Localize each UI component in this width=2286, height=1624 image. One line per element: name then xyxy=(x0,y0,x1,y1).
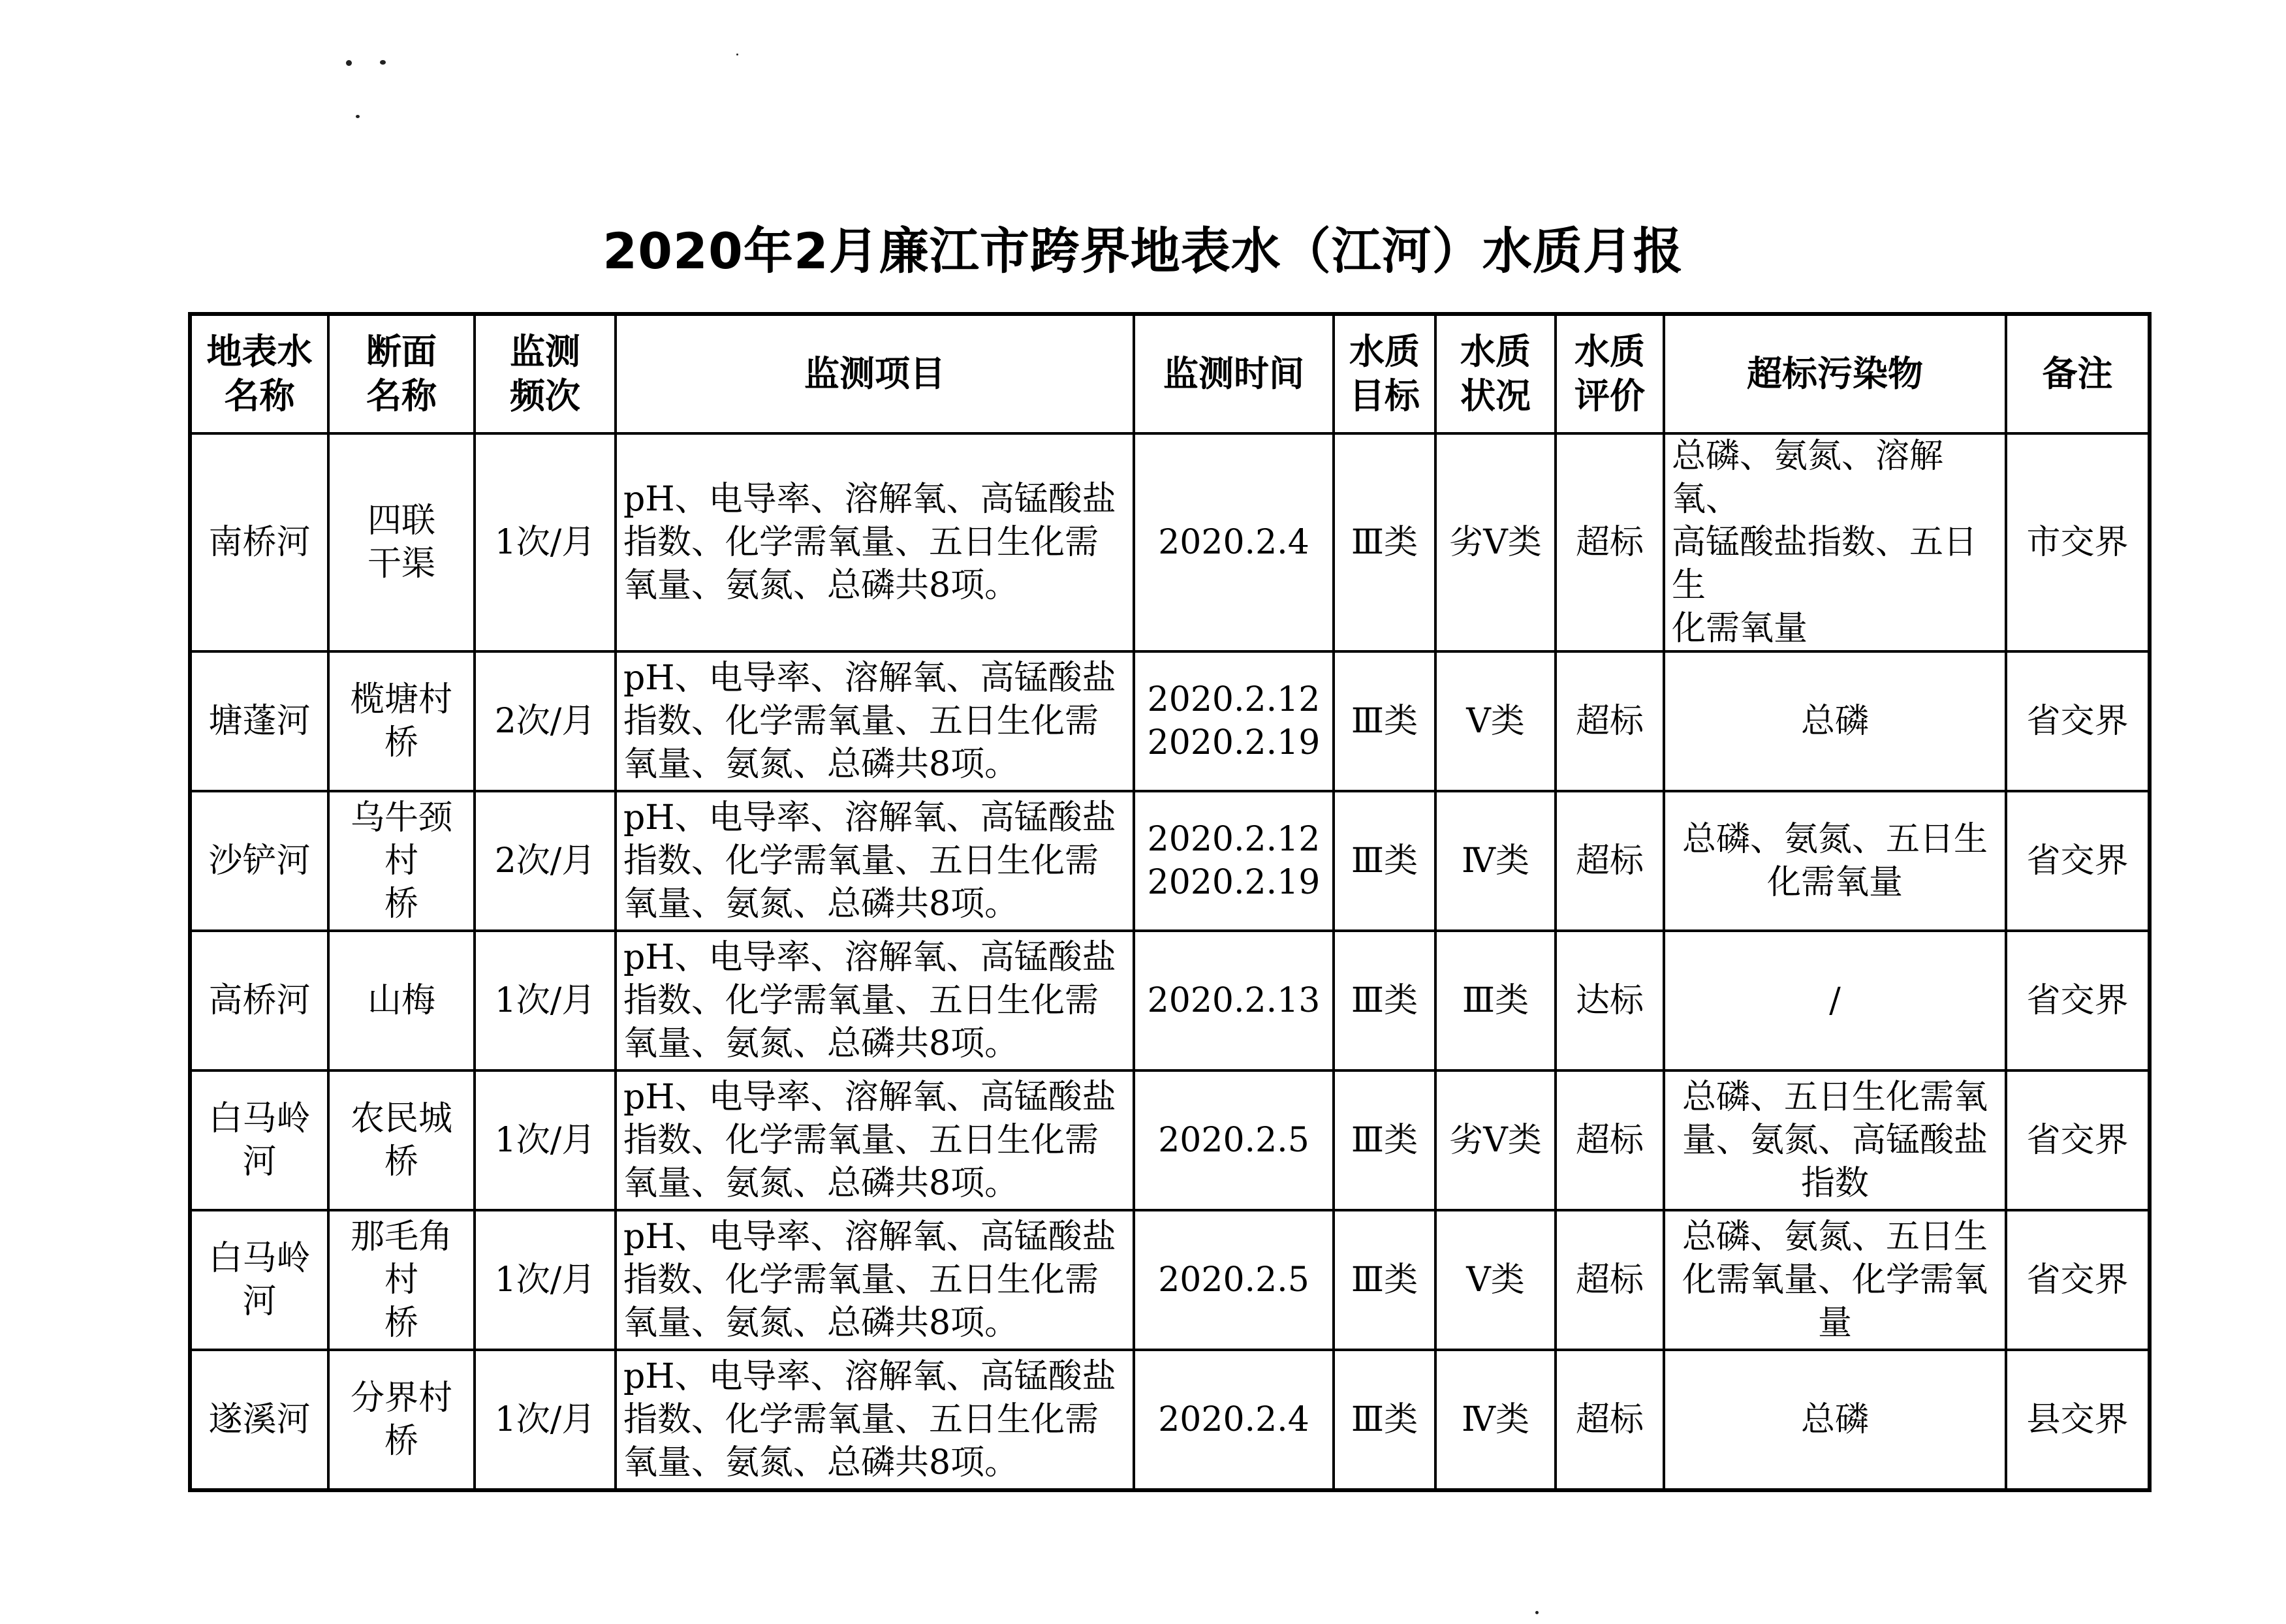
monitoring-items-cell xyxy=(616,1070,1134,1210)
scan-speck xyxy=(356,115,360,118)
river-name-header xyxy=(190,314,328,433)
note-cell-line: 县交界 xyxy=(2026,1400,2129,1439)
frequency-cell-line: 1次/月 xyxy=(494,1400,596,1439)
monitoring-items-cell-line: pH、电导率、溶解氧、高锰酸盐 xyxy=(623,659,1116,698)
section-name-cell-line: 那毛角村 xyxy=(350,1217,452,1300)
quality-status-cell xyxy=(1435,931,1556,1070)
pollutants-cell xyxy=(1664,931,2006,1070)
header-text: 状况 xyxy=(1460,375,1531,416)
quality-target-cell-line: Ⅲ类 xyxy=(1351,523,1418,562)
monitoring-date-cell-line: 2020.2.12 xyxy=(1147,680,1321,719)
monitoring-date-cell xyxy=(1134,651,1334,791)
monitoring-items-cell-line: 氧量、氨氮、总磷共8项。 xyxy=(623,1443,1019,1482)
monitoring-items-cell-line: 氧量、氨氮、总磷共8项。 xyxy=(623,745,1019,784)
quality-status-cell-line: Ⅴ类 xyxy=(1466,1260,1525,1300)
section-name-cell-line: 分界村桥 xyxy=(350,1379,452,1461)
monitoring-date-cell-line: 2020.2.12 xyxy=(1147,820,1321,859)
pollutants-cell-line: 化需氧量 xyxy=(1672,609,1808,648)
quality-status-cell xyxy=(1435,1070,1556,1210)
monitoring-items-cell xyxy=(616,651,1134,791)
frequency-cell-line: 1次/月 xyxy=(494,1121,596,1160)
quality-status-cell-line: Ⅲ类 xyxy=(1462,981,1529,1020)
pollutants-cell xyxy=(1664,1350,2006,1490)
frequency-cell xyxy=(475,1070,616,1210)
monitoring-items-cell-line: 指数、化学需氧量、五日生化需 xyxy=(623,702,1099,741)
pollutants-cell xyxy=(1664,433,2006,651)
quality-target-cell xyxy=(1334,433,1435,651)
section-name-cell-line: 桥 xyxy=(384,884,418,924)
monitoring-items-cell-line: 指数、化学需氧量、五日生化需 xyxy=(623,1400,1099,1439)
pollutants-cell-line: 化需氧量 xyxy=(1766,863,1903,902)
quality-evaluation-cell xyxy=(1556,931,1664,1070)
quality-evaluation-cell-line: 超标 xyxy=(1575,1121,1644,1160)
section-name-cell-line: 榄塘村桥 xyxy=(350,680,452,762)
monitoring-date-cell xyxy=(1134,1350,1334,1490)
river-name-cell-line: 白马岭 xyxy=(208,1239,311,1278)
frequency-cell xyxy=(475,1210,616,1350)
frequency-cell-line: 1次/月 xyxy=(494,523,596,562)
river-name-cell-line: 河 xyxy=(242,1282,277,1321)
note-cell xyxy=(2006,791,2150,931)
quality-status-cell xyxy=(1435,1210,1556,1350)
monitoring-items-cell-line: 指数、化学需氧量、五日生化需 xyxy=(623,981,1099,1020)
header-text: 超标污染物 xyxy=(1747,353,1923,394)
pollutants-cell xyxy=(1664,1070,2006,1210)
quality-evaluation-cell xyxy=(1556,433,1664,651)
monitoring-date-cell-line: 2020.2.13 xyxy=(1147,981,1321,1020)
monitoring-items-cell-line: 指数、化学需氧量、五日生化需 xyxy=(623,1121,1099,1160)
pollutants-cell-line: 量、氨氮、高锰酸盐 xyxy=(1682,1121,1988,1160)
section-name-cell-line: 农民城桥 xyxy=(350,1099,452,1181)
quality-evaluation-cell-line: 超标 xyxy=(1575,523,1644,562)
monitoring-items-cell-line: 氧量、氨氮、总磷共8项。 xyxy=(623,884,1019,924)
quality-target-cell-line: Ⅲ类 xyxy=(1351,1121,1418,1160)
header-text: 目标 xyxy=(1349,375,1420,416)
section-name-cell xyxy=(328,931,475,1070)
quality-evaluation-cell xyxy=(1556,1070,1664,1210)
monitoring-date-cell-line: 2020.2.19 xyxy=(1147,723,1321,762)
river-name-cell-line: 南桥河 xyxy=(208,523,311,562)
quality-status-cell-line: Ⅳ类 xyxy=(1462,1400,1529,1439)
quality-evaluation-cell xyxy=(1556,1210,1664,1350)
monitoring-items-cell xyxy=(616,1350,1134,1490)
section-name-cell xyxy=(328,651,475,791)
quality-evaluation-cell-line: 超标 xyxy=(1575,702,1644,741)
quality-target-cell xyxy=(1334,1070,1435,1210)
quality-target-cell xyxy=(1334,1350,1435,1490)
monitoring-items-cell-line: 指数、化学需氧量、五日生化需 xyxy=(623,1260,1099,1300)
section-name-cell-line: 乌牛颈村 xyxy=(350,798,452,881)
section-name-cell xyxy=(328,1070,475,1210)
quality-evaluation-cell-line: 达标 xyxy=(1575,981,1644,1020)
river-name-cell xyxy=(190,931,328,1070)
monitoring-items-cell xyxy=(616,791,1134,931)
table-row xyxy=(190,433,2150,651)
monitoring-items-cell xyxy=(616,931,1134,1070)
quality-evaluation-cell-line: 超标 xyxy=(1575,1400,1644,1439)
quality-target-cell xyxy=(1334,931,1435,1070)
note-cell xyxy=(2006,1350,2150,1490)
monitoring-date-cell xyxy=(1134,433,1334,651)
pollutants-cell-line: 高锰酸盐指数、五日生 xyxy=(1672,523,1978,605)
monitoring-date-cell xyxy=(1134,1070,1334,1210)
quality-target-cell-line: Ⅲ类 xyxy=(1351,1260,1418,1300)
date-header xyxy=(1134,314,1334,433)
monitoring-date-cell xyxy=(1134,1210,1334,1350)
scan-speck xyxy=(1535,1611,1539,1614)
header-text: 水质 xyxy=(1460,331,1531,372)
pollutants-cell xyxy=(1664,1210,2006,1350)
header-text: 名称 xyxy=(224,375,295,416)
monitoring-items-cell-line: pH、电导率、溶解氧、高锰酸盐 xyxy=(623,1078,1116,1117)
river-name-cell xyxy=(190,1070,328,1210)
quality-evaluation-cell-line: 超标 xyxy=(1575,841,1644,881)
monitoring-items-cell-line: 氧量、氨氮、总磷共8项。 xyxy=(623,1024,1019,1063)
river-name-cell xyxy=(190,791,328,931)
frequency-header xyxy=(475,314,616,433)
header-text: 监测 xyxy=(510,331,580,372)
river-name-cell-line: 高桥河 xyxy=(208,981,311,1020)
header-text: 频次 xyxy=(510,375,580,416)
monitoring-date-cell-line: 2020.2.19 xyxy=(1147,863,1321,902)
note-cell xyxy=(2006,1210,2150,1350)
frequency-cell-line: 1次/月 xyxy=(494,1260,596,1300)
river-name-cell-line: 白马岭 xyxy=(208,1099,311,1138)
status-header xyxy=(1435,314,1556,433)
table-row xyxy=(190,651,2150,791)
quality-status-cell-line: 劣Ⅴ类 xyxy=(1449,523,1542,562)
monitoring-items-cell-line: pH、电导率、溶解氧、高锰酸盐 xyxy=(623,1217,1116,1257)
monitoring-date-cell xyxy=(1134,931,1334,1070)
note-cell-line: 省交界 xyxy=(2026,1260,2129,1300)
scan-speck xyxy=(346,60,352,66)
frequency-cell xyxy=(475,651,616,791)
section-name-cell-line: 桥 xyxy=(384,1304,418,1343)
header-row xyxy=(190,314,2150,433)
note-cell xyxy=(2006,931,2150,1070)
river-name-cell xyxy=(190,1210,328,1350)
frequency-cell xyxy=(475,1350,616,1490)
items-header xyxy=(616,314,1134,433)
page-title: 2020年2月廉江市跨界地表水（江河）水质月报 xyxy=(603,222,1683,280)
note-header xyxy=(2006,314,2150,433)
quality-target-cell-line: Ⅲ类 xyxy=(1351,841,1418,881)
quality-evaluation-cell xyxy=(1556,791,1664,931)
river-name-cell xyxy=(190,651,328,791)
monitoring-items-cell-line: pH、电导率、溶解氧、高锰酸盐 xyxy=(623,1357,1116,1396)
table-body xyxy=(190,433,2150,1490)
quality-status-cell-line: Ⅳ类 xyxy=(1462,841,1529,881)
section-name-cell xyxy=(328,1210,475,1350)
monitoring-items-cell-line: pH、电导率、溶解氧、高锰酸盐 xyxy=(623,480,1116,519)
pollutants-cell-line: / xyxy=(1829,981,1841,1020)
quality-status-cell xyxy=(1435,651,1556,791)
section-name-cell-line: 四联 xyxy=(367,501,435,540)
note-cell-line: 省交界 xyxy=(2026,702,2129,741)
header-text: 水质 xyxy=(1349,331,1420,372)
river-name-cell xyxy=(190,1350,328,1490)
note-cell-line: 省交界 xyxy=(2026,1121,2129,1160)
quality-status-cell xyxy=(1435,433,1556,651)
pollutants-cell xyxy=(1664,791,2006,931)
pollutants-cell-line: 总磷、五日生化需氧 xyxy=(1682,1078,1988,1117)
quality-target-cell xyxy=(1334,651,1435,791)
quality-status-cell xyxy=(1435,791,1556,931)
quality-status-cell-line: 劣Ⅴ类 xyxy=(1449,1121,1542,1160)
water-quality-table xyxy=(188,312,2152,1492)
section-name-header xyxy=(328,314,475,433)
quality-status-cell xyxy=(1435,1350,1556,1490)
river-name-cell-line: 塘蓬河 xyxy=(208,702,311,741)
monitoring-items-cell-line: 氧量、氨氮、总磷共8项。 xyxy=(623,566,1019,605)
table-row xyxy=(190,1350,2150,1490)
table-row xyxy=(190,1210,2150,1350)
river-name-cell-line: 遂溪河 xyxy=(208,1400,311,1439)
header-text: 断面 xyxy=(366,331,437,372)
monitoring-items-cell-line: pH、电导率、溶解氧、高锰酸盐 xyxy=(623,798,1116,837)
frequency-cell-line: 2次/月 xyxy=(494,702,596,741)
pollutants-header xyxy=(1664,314,2006,433)
pollutants-cell-line: 总磷、氨氮、溶解氧、 xyxy=(1672,437,1944,519)
monitoring-date-cell-line: 2020.2.4 xyxy=(1158,523,1309,562)
section-name-cell xyxy=(328,791,475,931)
header-text: 名称 xyxy=(366,375,437,416)
section-name-cell xyxy=(328,1350,475,1490)
note-cell-line: 省交界 xyxy=(2026,841,2129,881)
monitoring-date-cell-line: 2020.2.4 xyxy=(1158,1400,1309,1439)
frequency-cell xyxy=(475,433,616,651)
table-row xyxy=(190,1070,2150,1210)
frequency-cell-line: 1次/月 xyxy=(494,981,596,1020)
note-cell-line: 市交界 xyxy=(2026,523,2129,562)
monitoring-items-cell-line: 指数、化学需氧量、五日生化需 xyxy=(623,523,1099,562)
monitoring-items-cell xyxy=(616,433,1134,651)
pollutants-cell-line: 总磷、氨氮、五日生 xyxy=(1682,1217,1988,1257)
pollutants-cell-line: 总磷 xyxy=(1800,702,1869,741)
monitoring-date-cell-line: 2020.2.5 xyxy=(1158,1121,1309,1160)
header-text: 评价 xyxy=(1574,375,1645,416)
monitoring-date-cell-line: 2020.2.5 xyxy=(1158,1260,1309,1300)
pollutants-cell-line: 总磷 xyxy=(1800,1400,1869,1439)
scan-speck xyxy=(736,54,738,55)
monitoring-items-cell-line: pH、电导率、溶解氧、高锰酸盐 xyxy=(623,938,1116,977)
monitoring-items-cell-line: 氧量、氨氮、总磷共8项。 xyxy=(623,1164,1019,1203)
monitoring-date-cell xyxy=(1134,791,1334,931)
monitoring-items-cell xyxy=(616,1210,1134,1350)
monitoring-items-cell-line: 氧量、氨氮、总磷共8项。 xyxy=(623,1304,1019,1343)
header-text: 水质 xyxy=(1574,331,1645,372)
pollutants-cell-line: 量 xyxy=(1817,1304,1852,1343)
section-name-cell-line: 干渠 xyxy=(367,544,435,584)
table-row xyxy=(190,931,2150,1070)
header-text: 备注 xyxy=(2042,353,2113,394)
note-cell xyxy=(2006,651,2150,791)
quality-target-cell-line: Ⅲ类 xyxy=(1351,981,1418,1020)
note-cell xyxy=(2006,1070,2150,1210)
quality-evaluation-cell xyxy=(1556,1350,1664,1490)
pollutants-cell-line: 化需氧量、化学需氧 xyxy=(1682,1260,1988,1300)
quality-target-cell-line: Ⅲ类 xyxy=(1351,702,1418,741)
frequency-cell-line: 2次/月 xyxy=(494,841,596,881)
frequency-cell xyxy=(475,931,616,1070)
river-name-cell-line: 河 xyxy=(242,1142,277,1181)
pollutants-cell xyxy=(1664,651,2006,791)
quality-evaluation-cell-line: 超标 xyxy=(1575,1260,1644,1300)
section-name-cell-line: 山梅 xyxy=(367,981,435,1020)
evaluation-header xyxy=(1556,314,1664,433)
frequency-cell xyxy=(475,791,616,931)
note-cell xyxy=(2006,433,2150,651)
header-text: 地表水 xyxy=(206,331,313,372)
table-row xyxy=(190,791,2150,931)
quality-evaluation-cell xyxy=(1556,651,1664,791)
quality-target-cell xyxy=(1334,1210,1435,1350)
pollutants-cell-line: 指数 xyxy=(1800,1164,1869,1203)
note-cell-line: 省交界 xyxy=(2026,981,2129,1020)
pollutants-cell-line: 总磷、氨氮、五日生 xyxy=(1682,820,1988,859)
section-name-cell xyxy=(328,433,475,651)
quality-target-cell-line: Ⅲ类 xyxy=(1351,1400,1418,1439)
monitoring-items-cell-line: 指数、化学需氧量、五日生化需 xyxy=(623,841,1099,881)
header-text: 监测时间 xyxy=(1163,353,1304,394)
scan-speck xyxy=(380,60,386,65)
river-name-cell xyxy=(190,433,328,651)
quality-status-cell-line: Ⅴ类 xyxy=(1466,702,1525,741)
target-header xyxy=(1334,314,1435,433)
river-name-cell-line: 沙铲河 xyxy=(208,841,311,881)
quality-target-cell xyxy=(1334,791,1435,931)
header-text: 监测项目 xyxy=(804,353,945,394)
